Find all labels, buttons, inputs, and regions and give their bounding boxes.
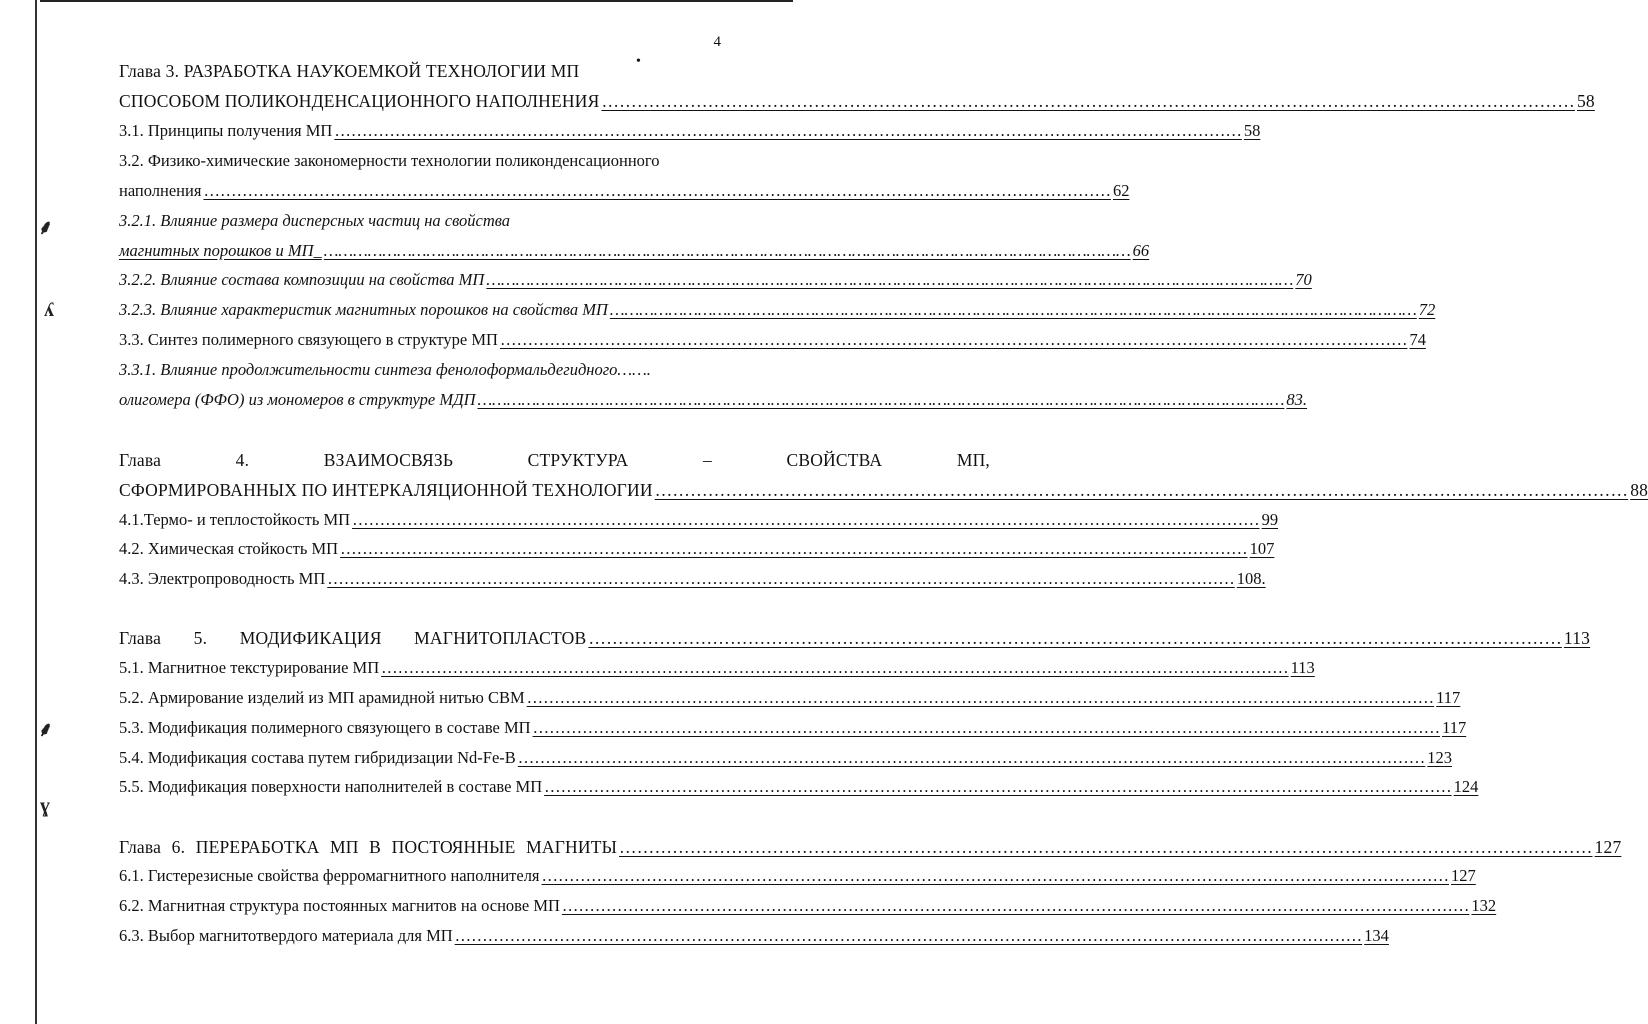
toc-entry: 3.1. Принципы получения МП ………………………………………………………………………………………………………………………………………………… 58: [119, 121, 719, 143]
toc-entry: олигомера (ФФО) из мономеров в структуре МДП ………………………………………………………………………………………………………………………………………………… 83.: [119, 390, 719, 412]
toc-entry: 3.2.3. Влияние характеристик магнитных порошков на свойства МП ………………………………………………………………………………………………………………………………………………… 72: [119, 300, 719, 322]
chapter-6-title: Глава 6. ПЕРЕРАБОТКА МП В ПОСТОЯННЫЕ МАГНИТЫ ………………………………………………………………………………………………………………………………………………… 127: [119, 837, 719, 859]
margin-scribble-icon: ɣ: [40, 795, 50, 817]
dot-leader: [518, 748, 1426, 768]
page-number: 4: [713, 34, 721, 50]
dot-leader: [327, 569, 1235, 589]
toc-entry: 5.2. Армирование изделий из МП арамидной нитью СВМ ………………………………………………………………………………………………………………………………………………… 117: [119, 688, 719, 710]
toc-entry: 5.4. Модификация состава путем гибридизации Nd-Fe-B ………………………………………………………………………………………………………………………………………………… 123: [119, 748, 719, 770]
toc-entry: наполнения ………………………………………………………………………………………………………………………………………………… 62: [119, 181, 719, 203]
margin-scribble-icon: ʎ: [44, 299, 54, 321]
toc-entry: 3.2. Физико-химические закономерности технологии поликонденсационного: [119, 151, 660, 170]
toc-entry: 6.2. Магнитная структура постоянных магнитов на основе МП ………………………………………………………………………………………………………………………………………………… 132: [119, 896, 719, 918]
margin-scribble-icon: ⸙: [38, 217, 53, 239]
dot-leader: [324, 241, 1131, 261]
toc-entry: 5.3. Модификация полимерного связующего в составе МП ………………………………………………………………………………………………………………………………………………… 117: [119, 718, 719, 740]
dot-leader: [562, 896, 1470, 916]
dot-leader: [455, 926, 1363, 946]
dot-leader: [610, 300, 1417, 320]
toc-entry: 5.1. Магнитное текстурирование МП ………………………………………………………………………………………………………………………………………………… 113: [119, 658, 719, 680]
dot-leader: [601, 91, 1575, 112]
stray-dot-mark: •: [636, 54, 641, 69]
left-scan-border: [35, 0, 37, 1024]
dot-leader: [381, 658, 1289, 678]
top-scan-border: [40, 0, 793, 2]
toc-entry: 6.1. Гистерезисные свойства ферромагнитного наполнителя ………………………………………………………………………………………………………………………………………………… 127: [119, 866, 719, 888]
dot-leader: [544, 777, 1452, 797]
dot-leader: [340, 539, 1248, 559]
chapter-4-title-cont: СФОРМИРОВАННЫХ ПО ИНТЕРКАЛЯЦИОННОЙ ТЕХНОЛОГИИ ………………………………………………………………………………………………………………………………………………… 88: [119, 480, 719, 502]
dot-leader: [655, 480, 1629, 501]
dot-leader: [588, 628, 1562, 649]
toc-entry: 4.1.Термо- и теплостойкость МП ………………………………………………………………………………………………………………………………………………… 99: [119, 510, 719, 532]
toc-entry: 3.3. Синтез полимерного связующего в структуре МП ………………………………………………………………………………………………………………………………………………… 74: [119, 330, 719, 352]
dot-leader: [542, 866, 1450, 886]
toc-entry: магнитных порошков и МП_ ………………………………………………………………………………………………………………………………………………… 66: [119, 241, 719, 263]
dot-leader: [334, 121, 1242, 141]
dot-leader: [500, 330, 1408, 350]
chapter-5-title: Глава 5. МОДИФИКАЦИЯ МАГНИТОПЛАСТОВ ………………………………………………………………………………………………………………………………………………… 113: [119, 628, 719, 650]
toc-entry: 3.3.1. Влияние продолжительности синтеза фенолоформальдегидного…….: [119, 360, 651, 379]
dot-leader: [477, 390, 1284, 410]
chapter-3-title-cont: СПОСОБОМ ПОЛИКОНДЕНСАЦИОННОГО НАПОЛНЕНИЯ ………………………………………………………………………………………………………………………………………………… 58: [119, 91, 719, 113]
dot-leader: [486, 270, 1293, 290]
toc-entry: 4.3. Электропроводность МП ………………………………………………………………………………………………………………………………………………… 108.: [119, 569, 719, 591]
toc-entry: 4.2. Химическая стойкость МП ………………………………………………………………………………………………………………………………………………… 107: [119, 539, 719, 561]
chapter-3-title: Глава 3. РАЗРАБОТКА НАУКОЕМКОЙ ТЕХНОЛОГИИ МП: [119, 61, 580, 81]
dot-leader: [352, 510, 1260, 530]
toc-entry: 6.3. Выбор магнитотвердого материала для МП ………………………………………………………………………………………………………………………………………………… 134: [119, 926, 719, 948]
dot-leader: [203, 181, 1111, 201]
toc-entry: 3.2.2. Влияние состава композиции на свойства МП ………………………………………………………………………………………………………………………………………………… 70: [119, 270, 719, 292]
dot-leader: [619, 837, 1593, 858]
dot-leader: [533, 718, 1441, 738]
toc-entry: 5.5. Модификация поверхности наполнителей в составе МП ………………………………………………………………………………………………………………………………………………… 124: [119, 777, 719, 799]
dot-leader: [527, 688, 1435, 708]
chapter-4-title: Глава 4. ВЗАИМОСВЯЗЬ СТРУКТУРА – СВОЙСТВА МП,: [119, 450, 991, 470]
margin-scribble-icon: ⸙: [38, 719, 53, 741]
toc-entry: 3.2.1. Влияние размера дисперсных частиц на свойства: [119, 211, 511, 230]
